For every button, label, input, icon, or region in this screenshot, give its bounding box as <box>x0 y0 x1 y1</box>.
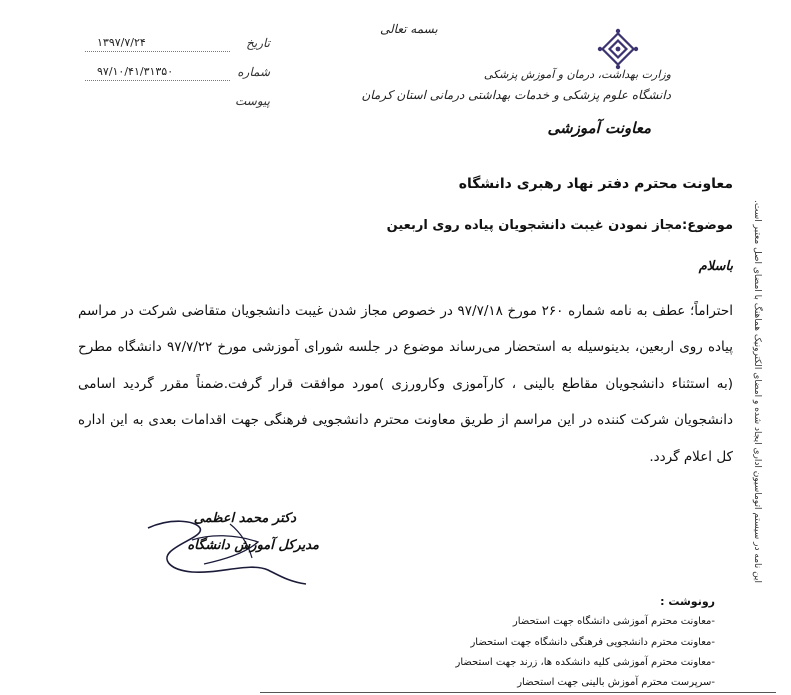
subject: موضوع:مجاز نمودن غیبت دانشجویان پیاده روی اربعین <box>386 218 733 233</box>
number-label: شماره <box>237 65 270 79</box>
attachment-label: پیوست <box>235 94 270 108</box>
cc-item: -سرپرست محترم آموزش بالینی جهت استحضار <box>517 677 715 688</box>
date-label: تاریخ <box>246 36 270 50</box>
number-dotted-line <box>85 80 230 81</box>
date-field <box>85 36 270 54</box>
signatory-name: دکتر محمد اعظمی <box>193 511 296 526</box>
ministry-logo-icon <box>597 28 639 70</box>
ministry-line: وزارت بهداشت، درمان و آموزش پزشکی <box>483 68 671 81</box>
side-note: این نامه در سیستم اتوماسیون اداری ایجاد شده و امضای الکترونیک هماهنگ با امضای اصل معتبر است. <box>752 200 762 583</box>
cc-item: -معاونت محترم دانشجویی فرهنگی دانشگاه جهت استحضار <box>470 637 715 648</box>
cc-title: رونوشت : <box>660 595 715 608</box>
deputy-title: معاونت آموزشی <box>547 119 651 137</box>
cc-item: -معاونت محترم آموزشی کلیه دانشکده ها، زرند جهت استحضار <box>455 657 715 668</box>
date-dotted-line <box>85 51 230 52</box>
footer-rule <box>260 692 776 693</box>
date-value: ۱۳۹۷/۷/۲۴ <box>97 36 146 49</box>
cc-item: -معاونت محترم آموزشی دانشگاه جهت استحضار <box>512 616 715 627</box>
bismillah-heading: بسمه تعالی <box>380 22 438 36</box>
number-field <box>85 65 270 83</box>
recipient: معاونت محترم دفتر نهاد رهبری دانشگاه <box>458 176 733 192</box>
number-value: ۹۷/۱۰/۴۱/۳۱۳۵۰ <box>97 65 174 78</box>
greeting: باسلام <box>698 259 733 274</box>
university-line: دانشگاه علوم پزشکی و خدمات بهداشتی درمانی استان کرمان <box>361 88 671 102</box>
attachment-field <box>85 94 270 112</box>
signatory-title: مدیرکل آموزش دانشگاه <box>187 538 319 553</box>
letter-body: احتراماً؛ عطف به نامه شماره ۲۶۰ مورخ ۹۷/۷/۱۸ در خصوص مجاز شدن غیبت دانشجویان متقاضی شرکت در مراسم پیاده روی اربعین، بدینوسیله به استحضار می‌رساند موضوع در جلسه شورای آموزشی مورخ ۹۷/۷/۲۲ دانشگاه مطرح (به استثناء دانشجویان مقاطع بالینی ، کارآموزی وکارورزی )مورد موافقت قرار گرفت.ضمناً مقرر گردید اسامی دانشجویان شرکت کننده در این مراسم از طریق معاونت محترم دانشجویی فرهنگی جهت اقدامات بعدی به این اداره کل اعلام گردد. <box>78 303 733 465</box>
